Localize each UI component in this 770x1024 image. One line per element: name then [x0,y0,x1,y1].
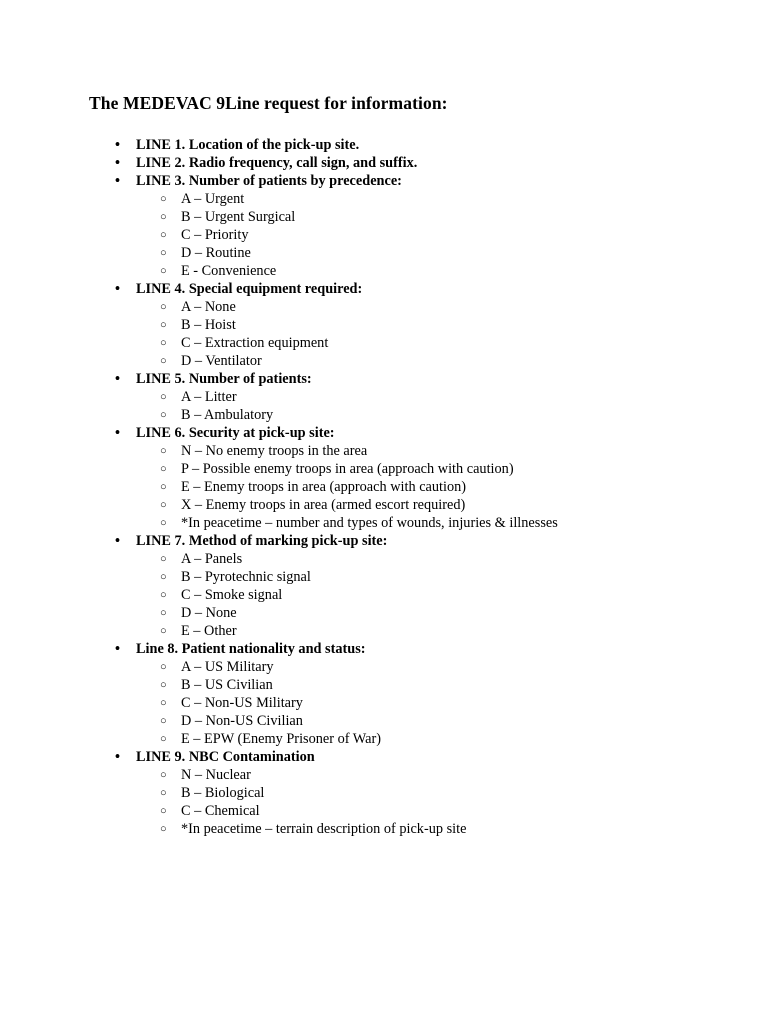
line-heading [0,748,770,766]
line-option [0,478,770,496]
line-option-label: B – Pyrotechnic signal [181,569,311,585]
line-option-label: D – Ventilator [181,353,262,369]
line-option-label: B – Urgent Surgical [181,209,296,225]
bullet-disc-icon: • [115,533,121,549]
line-option [0,802,770,820]
line-option-label: C – Priority [181,227,249,243]
line-section [0,424,770,532]
line-option-label: B – Hoist [181,317,236,333]
line-section [0,532,770,640]
line-option [0,568,770,586]
line-option-label: A – Urgent [181,191,245,207]
bullet-circle-icon: ○ [160,733,167,745]
line-heading-label: LINE 6. Security at pick-up site: [136,425,335,441]
line-heading-label: LINE 7. Method of marking pick-up site: [136,533,388,549]
line-option [0,784,770,802]
line-option [0,442,770,460]
bullet-circle-icon: ○ [160,445,167,457]
line-option-label: A – Panels [181,551,243,567]
line-option-label: X – Enemy troops in area (armed escort required) [181,497,466,513]
bullet-circle-icon: ○ [160,301,167,313]
line-option [0,514,770,532]
page-title: The MEDEVAC 9Line request for information: [89,93,448,113]
bullet-circle-icon: ○ [160,715,167,727]
bullet-circle-icon: ○ [160,391,167,403]
line-option-label: C – Chemical [181,803,260,819]
line-option [0,550,770,568]
line-option-label: D – Routine [181,245,251,261]
line-option-label: D – Non-US Civilian [181,713,303,729]
line-option-label: N – No enemy troops in the area [181,443,368,459]
bullet-disc-icon: • [115,281,121,297]
line-section [0,370,770,424]
bullet-circle-icon: ○ [160,319,167,331]
line-option-label: A – Litter [181,389,237,405]
line-heading [0,424,770,442]
bullet-circle-icon: ○ [160,193,167,205]
line-option [0,226,770,244]
bullet-disc-icon: • [115,641,121,657]
line-heading [0,136,770,154]
bullet-circle-icon: ○ [160,499,167,511]
bullet-disc-icon: • [115,155,121,171]
line-option [0,496,770,514]
line-option [0,730,770,748]
line-option-label: *In peacetime – terrain description of pick-up site [181,821,467,837]
bullet-circle-icon: ○ [160,211,167,223]
line-heading [0,154,770,172]
bullet-circle-icon: ○ [160,823,167,835]
bullet-circle-icon: ○ [160,355,167,367]
line-option [0,694,770,712]
bullet-circle-icon: ○ [160,517,167,529]
bullet-disc-icon: • [115,425,121,441]
line-option-label: E – EPW (Enemy Prisoner of War) [181,731,382,747]
line-heading [0,640,770,658]
bullet-circle-icon: ○ [160,697,167,709]
bullet-circle-icon: ○ [160,337,167,349]
line-section [0,172,770,280]
line-option [0,190,770,208]
line-section [0,280,770,370]
line-heading-label: LINE 5. Number of patients: [136,371,312,387]
line-option [0,262,770,280]
line-option-label: A – US Military [181,659,274,675]
line-option-label: C – Extraction equipment [181,335,329,351]
bullet-circle-icon: ○ [160,553,167,565]
bullet-circle-icon: ○ [160,409,167,421]
line-option [0,586,770,604]
bullet-circle-icon: ○ [160,265,167,277]
bullet-circle-icon: ○ [160,247,167,259]
line-option-label: P – Possible enemy troops in area (approach with caution) [181,461,514,477]
bullet-circle-icon: ○ [160,481,167,493]
bullet-disc-icon: • [115,173,121,189]
line-heading [0,370,770,388]
line-heading-label: LINE 2. Radio frequency, call sign, and suffix. [136,155,418,171]
line-option [0,316,770,334]
line-option [0,676,770,694]
line-option [0,604,770,622]
line-option [0,388,770,406]
line-section [0,154,770,172]
line-option [0,406,770,424]
line-option-label: A – None [181,299,236,315]
line-heading-label: LINE 1. Location of the pick-up site. [136,137,360,153]
bullet-disc-icon: • [115,749,121,765]
line-option-label: *In peacetime – number and types of wounds, injuries & illnesses [181,515,558,531]
bullet-disc-icon: • [115,371,121,387]
bullet-circle-icon: ○ [160,463,167,475]
line-option [0,622,770,640]
line-option [0,820,770,838]
line-option [0,658,770,676]
line-option-label: B – Ambulatory [181,407,274,423]
bullet-circle-icon: ○ [160,571,167,583]
line-option [0,460,770,478]
line-heading-label: Line 8. Patient nationality and status: [136,641,366,657]
line-option [0,334,770,352]
line-option-label: C – Smoke signal [181,587,283,603]
bullet-circle-icon: ○ [160,805,167,817]
line-option-label: D – None [181,605,237,621]
bullet-circle-icon: ○ [160,679,167,691]
nine-line-list [0,136,770,838]
line-option [0,208,770,226]
line-heading [0,532,770,550]
line-option [0,352,770,370]
line-section [0,136,770,154]
line-heading-label: LINE 3. Number of patients by precedence: [136,173,402,189]
bullet-circle-icon: ○ [160,661,167,673]
bullet-circle-icon: ○ [160,589,167,601]
line-heading-label: LINE 9. NBC Contamination [136,749,315,765]
line-option-label: B – Biological [181,785,265,801]
line-option [0,712,770,730]
line-option-label: B – US Civilian [181,677,273,693]
line-option-label: E - Convenience [181,263,277,279]
bullet-circle-icon: ○ [160,607,167,619]
line-option-label: E – Enemy troops in area (approach with caution) [181,479,467,495]
bullet-disc-icon: • [115,137,121,153]
line-heading-label: LINE 4. Special equipment required: [136,281,363,297]
line-section [0,640,770,748]
line-option-label: N – Nuclear [181,767,251,783]
line-option [0,244,770,262]
bullet-circle-icon: ○ [160,229,167,241]
line-option-label: C – Non-US Military [181,695,303,711]
line-option-label: E – Other [181,623,237,639]
line-option [0,766,770,784]
line-section [0,748,770,838]
bullet-circle-icon: ○ [160,625,167,637]
line-option [0,298,770,316]
line-heading [0,172,770,190]
bullet-circle-icon: ○ [160,769,167,781]
line-heading [0,280,770,298]
bullet-circle-icon: ○ [160,787,167,799]
